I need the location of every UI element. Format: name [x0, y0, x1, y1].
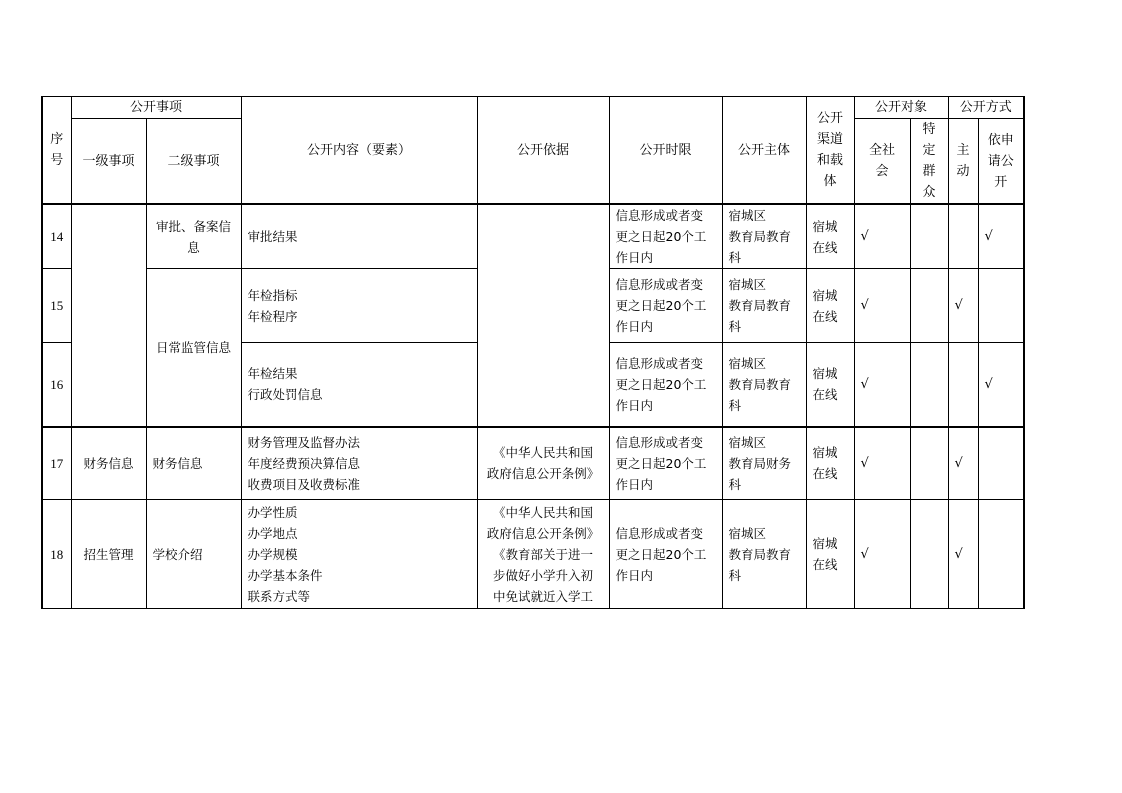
disclosure-table — [41, 96, 1025, 609]
row-content-line: 办学性质 — [247, 504, 298, 520]
row-channel — [806, 269, 854, 343]
header-basis: 公开依据 — [477, 97, 609, 205]
header-proactive — [948, 119, 978, 205]
row-level2-line: 审批、备案信 — [155, 218, 231, 234]
row-time-limit — [609, 500, 722, 609]
row-on-request-mark — [978, 500, 1024, 609]
row-time-line: 信息形成或者变 — [615, 277, 704, 292]
row-level1: 财务信息 — [71, 427, 146, 500]
row-on-request-mark — [978, 427, 1024, 500]
row-proactive-mark — [948, 204, 978, 269]
row-content — [241, 427, 477, 500]
row-channel — [806, 343, 854, 427]
row-on-request-mark — [978, 269, 1024, 343]
row-proactive-mark: √ — [948, 500, 978, 609]
row-level2-daily-supervision: 日常监管信息 — [146, 269, 241, 427]
row-subject-line: 教育局财务 — [728, 455, 792, 471]
row-specific-group-mark — [910, 204, 948, 269]
row-basis-line: 《中华人民共和国 — [492, 504, 593, 520]
row-channel — [806, 500, 854, 609]
row-subject-line: 教育局教育 — [728, 229, 792, 244]
header-seq — [42, 97, 71, 205]
row-content-line: 办学基本条件 — [247, 567, 323, 583]
row-whole-society-mark: √ — [854, 343, 910, 427]
row-proactive-mark — [948, 343, 978, 427]
row-time-line: 更之日起20个工 — [615, 298, 707, 313]
header-channel-line: 和载 — [816, 153, 843, 168]
row-time-line: 更之日起20个工 — [615, 229, 707, 244]
row-content — [241, 204, 477, 269]
row-time-line: 作日内 — [615, 567, 654, 583]
table-row — [42, 427, 1024, 500]
row-subject — [722, 204, 806, 269]
row-level1-empty — [71, 204, 146, 427]
row-on-request-mark: √ — [978, 343, 1024, 427]
header-seq-line: 序 — [50, 132, 64, 147]
row-whole-society-mark: √ — [854, 427, 910, 500]
row-channel — [806, 427, 854, 500]
row-time-line: 作日内 — [615, 476, 654, 492]
header-level2: 二级事项 — [146, 119, 241, 205]
row-channel-line: 宿城 — [812, 445, 838, 461]
row-content-line: 财务管理及监督办法 — [247, 434, 361, 450]
row-level2-line: 息 — [187, 239, 200, 255]
row-subject — [722, 269, 806, 343]
header-channel-line: 公开 — [816, 111, 843, 126]
header-specific-group — [910, 119, 948, 205]
row-basis-line: 中免试就近入学工 — [492, 588, 593, 604]
row-content-line: 行政处罚信息 — [247, 387, 323, 403]
row-basis — [477, 427, 609, 500]
row-content-line: 年检指标 — [247, 287, 298, 303]
header-channel-line: 渠道 — [816, 132, 843, 147]
row-level2 — [146, 427, 241, 500]
row-subject-line: 科 — [728, 319, 742, 334]
row-on-request-mark: √ — [978, 204, 1024, 269]
row-content-line: 年检结果 — [247, 366, 298, 382]
row-basis-line: 政府信息公开条例》 — [486, 466, 600, 482]
row-time-limit — [609, 269, 722, 343]
table-row — [42, 500, 1024, 609]
row-time-line: 信息形成或者变 — [615, 434, 704, 450]
row-channel-line: 宿城 — [812, 536, 838, 551]
row-content-line: 联系方式等 — [247, 588, 311, 604]
row-channel-line: 在线 — [812, 557, 838, 572]
row-seq: 18 — [42, 500, 71, 609]
header-time-limit: 公开时限 — [609, 97, 722, 205]
row-channel-line: 在线 — [812, 308, 838, 324]
row-subject — [722, 343, 806, 427]
row-level2-line: 学校介绍 — [152, 546, 203, 562]
row-whole-society-mark: √ — [854, 500, 910, 609]
row-time-line: 作日内 — [615, 397, 654, 413]
row-time-limit — [609, 427, 722, 500]
row-time-limit — [609, 204, 722, 269]
row-subject-line: 宿城区 — [728, 277, 767, 292]
row-basis-line: 《教育部关于进一 — [492, 546, 593, 562]
row-specific-group-mark — [910, 343, 948, 427]
header-on-request — [978, 119, 1024, 205]
row-subject-line: 科 — [728, 250, 742, 265]
row-content-line: 办学地点 — [247, 525, 298, 541]
row-specific-group-mark — [910, 427, 948, 500]
row-proactive-mark: √ — [948, 269, 978, 343]
header-specific-group-line: 群 — [922, 164, 936, 179]
row-subject-line: 教育局教育 — [728, 546, 792, 562]
header-on-request-line: 依申 — [987, 132, 1014, 148]
row-basis — [477, 500, 609, 609]
row-subject-line: 科 — [728, 476, 742, 492]
row-content — [241, 343, 477, 427]
row-content-line: 收费项目及收费标准 — [247, 476, 361, 492]
header-level1: 一级事项 — [71, 119, 146, 205]
header-whole-society-line: 全社 — [868, 143, 895, 158]
row-content — [241, 269, 477, 343]
row-content-line: 年检程序 — [247, 308, 298, 324]
row-whole-society-mark: √ — [854, 269, 910, 343]
row-subject-line: 科 — [728, 397, 742, 413]
row-basis-line: 《中华人民共和国 — [492, 445, 593, 461]
header-subject: 公开主体 — [722, 97, 806, 205]
row-time-limit — [609, 343, 722, 427]
row-seq: 16 — [42, 343, 71, 427]
header-on-request-line: 开 — [994, 174, 1008, 190]
row-time-line: 更之日起20个工 — [615, 546, 707, 562]
row-basis-empty — [477, 204, 609, 427]
header-seq-line: 号 — [50, 153, 64, 168]
row-channel-line: 在线 — [812, 387, 838, 403]
header-whole-society — [854, 119, 910, 205]
row-content-line: 办学规模 — [247, 546, 298, 562]
row-subject-line: 宿城区 — [728, 355, 767, 371]
row-seq: 15 — [42, 269, 71, 343]
table-row — [42, 204, 1024, 269]
row-subject-line: 宿城区 — [728, 525, 767, 541]
header-on-request-line: 请公 — [987, 153, 1014, 169]
header-specific-group-line: 定 — [922, 143, 936, 158]
header-specific-group-line: 众 — [922, 185, 936, 200]
row-specific-group-mark — [910, 500, 948, 609]
row-level2 — [146, 500, 241, 609]
row-proactive-mark: √ — [948, 427, 978, 500]
row-channel-line: 宿城 — [812, 287, 838, 303]
header-channel-line: 体 — [823, 174, 837, 189]
row-subject-line: 科 — [728, 567, 742, 583]
row-time-line: 作日内 — [615, 319, 654, 334]
row-level2 — [146, 204, 241, 269]
row-level1: 招生管理 — [71, 500, 146, 609]
row-content-line: 年度经费预决算信息 — [247, 455, 361, 471]
row-subject-line: 教育局教育 — [728, 376, 792, 392]
row-content — [241, 500, 477, 609]
row-time-line: 信息形成或者变 — [615, 208, 704, 223]
row-subject-line: 教育局教育 — [728, 298, 792, 313]
row-seq: 14 — [42, 204, 71, 269]
row-subject-line: 宿城区 — [728, 208, 767, 223]
row-whole-society-mark: √ — [854, 204, 910, 269]
header-channel — [806, 97, 854, 205]
row-time-line: 信息形成或者变 — [615, 525, 704, 541]
row-level2-line: 财务信息 — [152, 455, 203, 471]
row-seq: 17 — [42, 427, 71, 500]
row-channel-line: 在线 — [812, 466, 838, 482]
header-specific-group-line: 特 — [922, 122, 936, 137]
header-content: 公开内容（要素） — [241, 97, 477, 205]
row-time-line: 更之日起20个工 — [615, 455, 707, 471]
header-target: 公开对象 — [854, 97, 948, 119]
header-public-items: 公开事项 — [71, 97, 241, 119]
header-row-1 — [42, 97, 1024, 119]
row-channel-line: 在线 — [812, 239, 838, 255]
header-proactive-line: 主 — [956, 143, 970, 158]
row-basis-line: 步做好小学升入初 — [492, 567, 593, 583]
row-content-line: 审批结果 — [247, 229, 298, 244]
row-channel — [806, 204, 854, 269]
row-time-line: 更之日起20个工 — [615, 376, 707, 392]
header-whole-society-line: 会 — [875, 164, 889, 179]
row-time-line: 信息形成或者变 — [615, 355, 704, 371]
row-specific-group-mark — [910, 269, 948, 343]
row-subject-line: 宿城区 — [728, 434, 767, 450]
row-channel-line: 宿城 — [812, 218, 838, 234]
row-subject — [722, 500, 806, 609]
header-proactive-line: 动 — [956, 164, 970, 179]
row-time-line: 作日内 — [615, 250, 654, 265]
row-channel-line: 宿城 — [812, 366, 838, 382]
header-method: 公开方式 — [948, 97, 1024, 119]
row-basis-line: 政府信息公开条例》 — [486, 525, 600, 541]
row-subject — [722, 427, 806, 500]
